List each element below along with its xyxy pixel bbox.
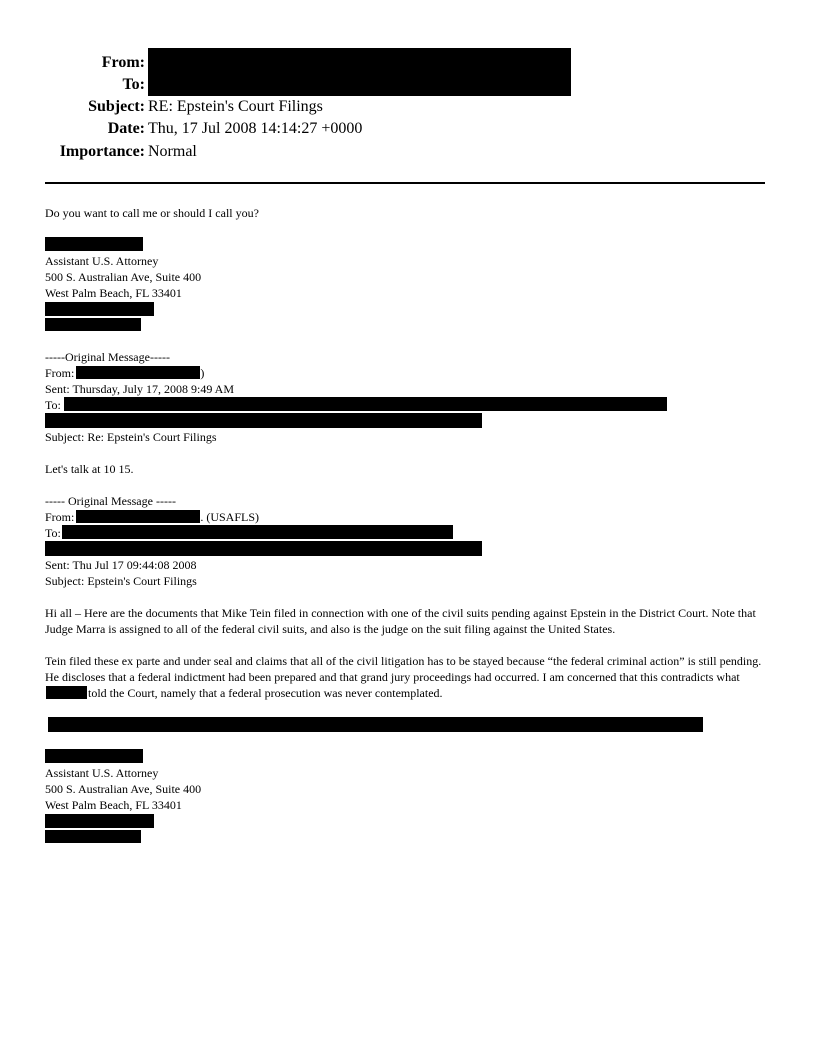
redaction-sig2-fax — [45, 830, 141, 843]
orig2-from-suffix: . (USAFLS) — [200, 510, 260, 524]
date-value: Thu, 17 Jul 2008 14:14:27 +0000 — [148, 120, 363, 137]
redaction-sig2-name — [45, 749, 143, 763]
importance-label: Importance: — [59, 143, 145, 160]
signature2-address1: 500 S. Australian Ave, Suite 400 — [45, 782, 202, 796]
reply-line: Do you want to call me or should I call you? — [45, 206, 259, 220]
orig2-sent: Sent: Thu Jul 17 09:44:08 2008 — [45, 558, 197, 572]
orig1-from-suffix: ) — [200, 366, 205, 380]
orig2-separator: ----- Original Message ----- — [45, 494, 176, 508]
redaction-orig2-cc — [45, 541, 482, 556]
orig2-from — [45, 509, 259, 525]
redaction-orig1-cc — [45, 413, 482, 428]
redaction-inline-name — [46, 686, 87, 699]
date-label: Date: — [107, 120, 145, 137]
header-divider — [45, 182, 765, 184]
redaction-from-to — [148, 48, 571, 96]
redaction-paragraph-3 — [48, 717, 703, 732]
orig1-from-label: From: — [45, 366, 75, 380]
signature-address2: West Palm Beach, FL 33401 — [45, 286, 182, 300]
redaction-orig2-from — [76, 510, 200, 523]
to-label: To: — [122, 76, 145, 93]
subject-label: Subject: — [88, 98, 145, 115]
signature-address1: 500 S. Australian Ave, Suite 400 — [45, 270, 202, 284]
orig2-subject: Subject: Epstein's Court Filings — [45, 574, 197, 588]
orig1-from — [45, 365, 204, 381]
redaction-orig2-to — [62, 525, 453, 539]
orig1-to-label: To: — [45, 398, 61, 412]
orig1-subject: Subject: Re: Epstein's Court Filings — [45, 430, 217, 444]
importance-value: Normal — [148, 143, 197, 160]
signature-title: Assistant U.S. Attorney — [45, 254, 159, 268]
from-label: From: — [101, 54, 145, 71]
orig2-paragraph-1: Hi all – Here are the documents that Mike Tein filed in connection with one of the civil suits pending against Epstein in the District Court. Note that Judge Marra is assigned to all of the federal civil suits, and also is the judge on the suit filing against the United States. — [45, 606, 756, 636]
orig2-paragraph-2-part-a: Tein filed these ex parte and under seal and claims that all of the civil litigation has to be stayed because “the federal criminal action” is still pending. He discloses that a federal indictment had been prepared and that grand jury proceedings had occurred. I am concerned that this contradicts what — [45, 654, 762, 684]
redaction-phone — [45, 302, 154, 316]
signature2-address2: West Palm Beach, FL 33401 — [45, 798, 182, 812]
signature2-title: Assistant U.S. Attorney — [45, 766, 159, 780]
redaction-sig2-phone — [45, 814, 154, 828]
orig2-paragraph-2-part-b: told the Court, namely that a federal prosecution was never contemplated. — [88, 686, 443, 700]
redaction-orig1-from — [76, 366, 200, 379]
orig1-body: Let's talk at 10 15. — [45, 462, 134, 476]
orig1-separator: -----Original Message----- — [45, 350, 170, 364]
orig2-to-label: To: — [45, 526, 61, 540]
orig1-sent: Sent: Thursday, July 17, 2008 9:49 AM — [45, 382, 235, 396]
redaction-sender-name — [45, 237, 143, 251]
orig2-from-label: From: — [45, 510, 75, 524]
redaction-fax — [45, 318, 141, 331]
subject-value: RE: Epstein's Court Filings — [148, 98, 323, 115]
redaction-orig1-to — [64, 397, 667, 411]
orig2-paragraph-2 — [45, 653, 770, 701]
